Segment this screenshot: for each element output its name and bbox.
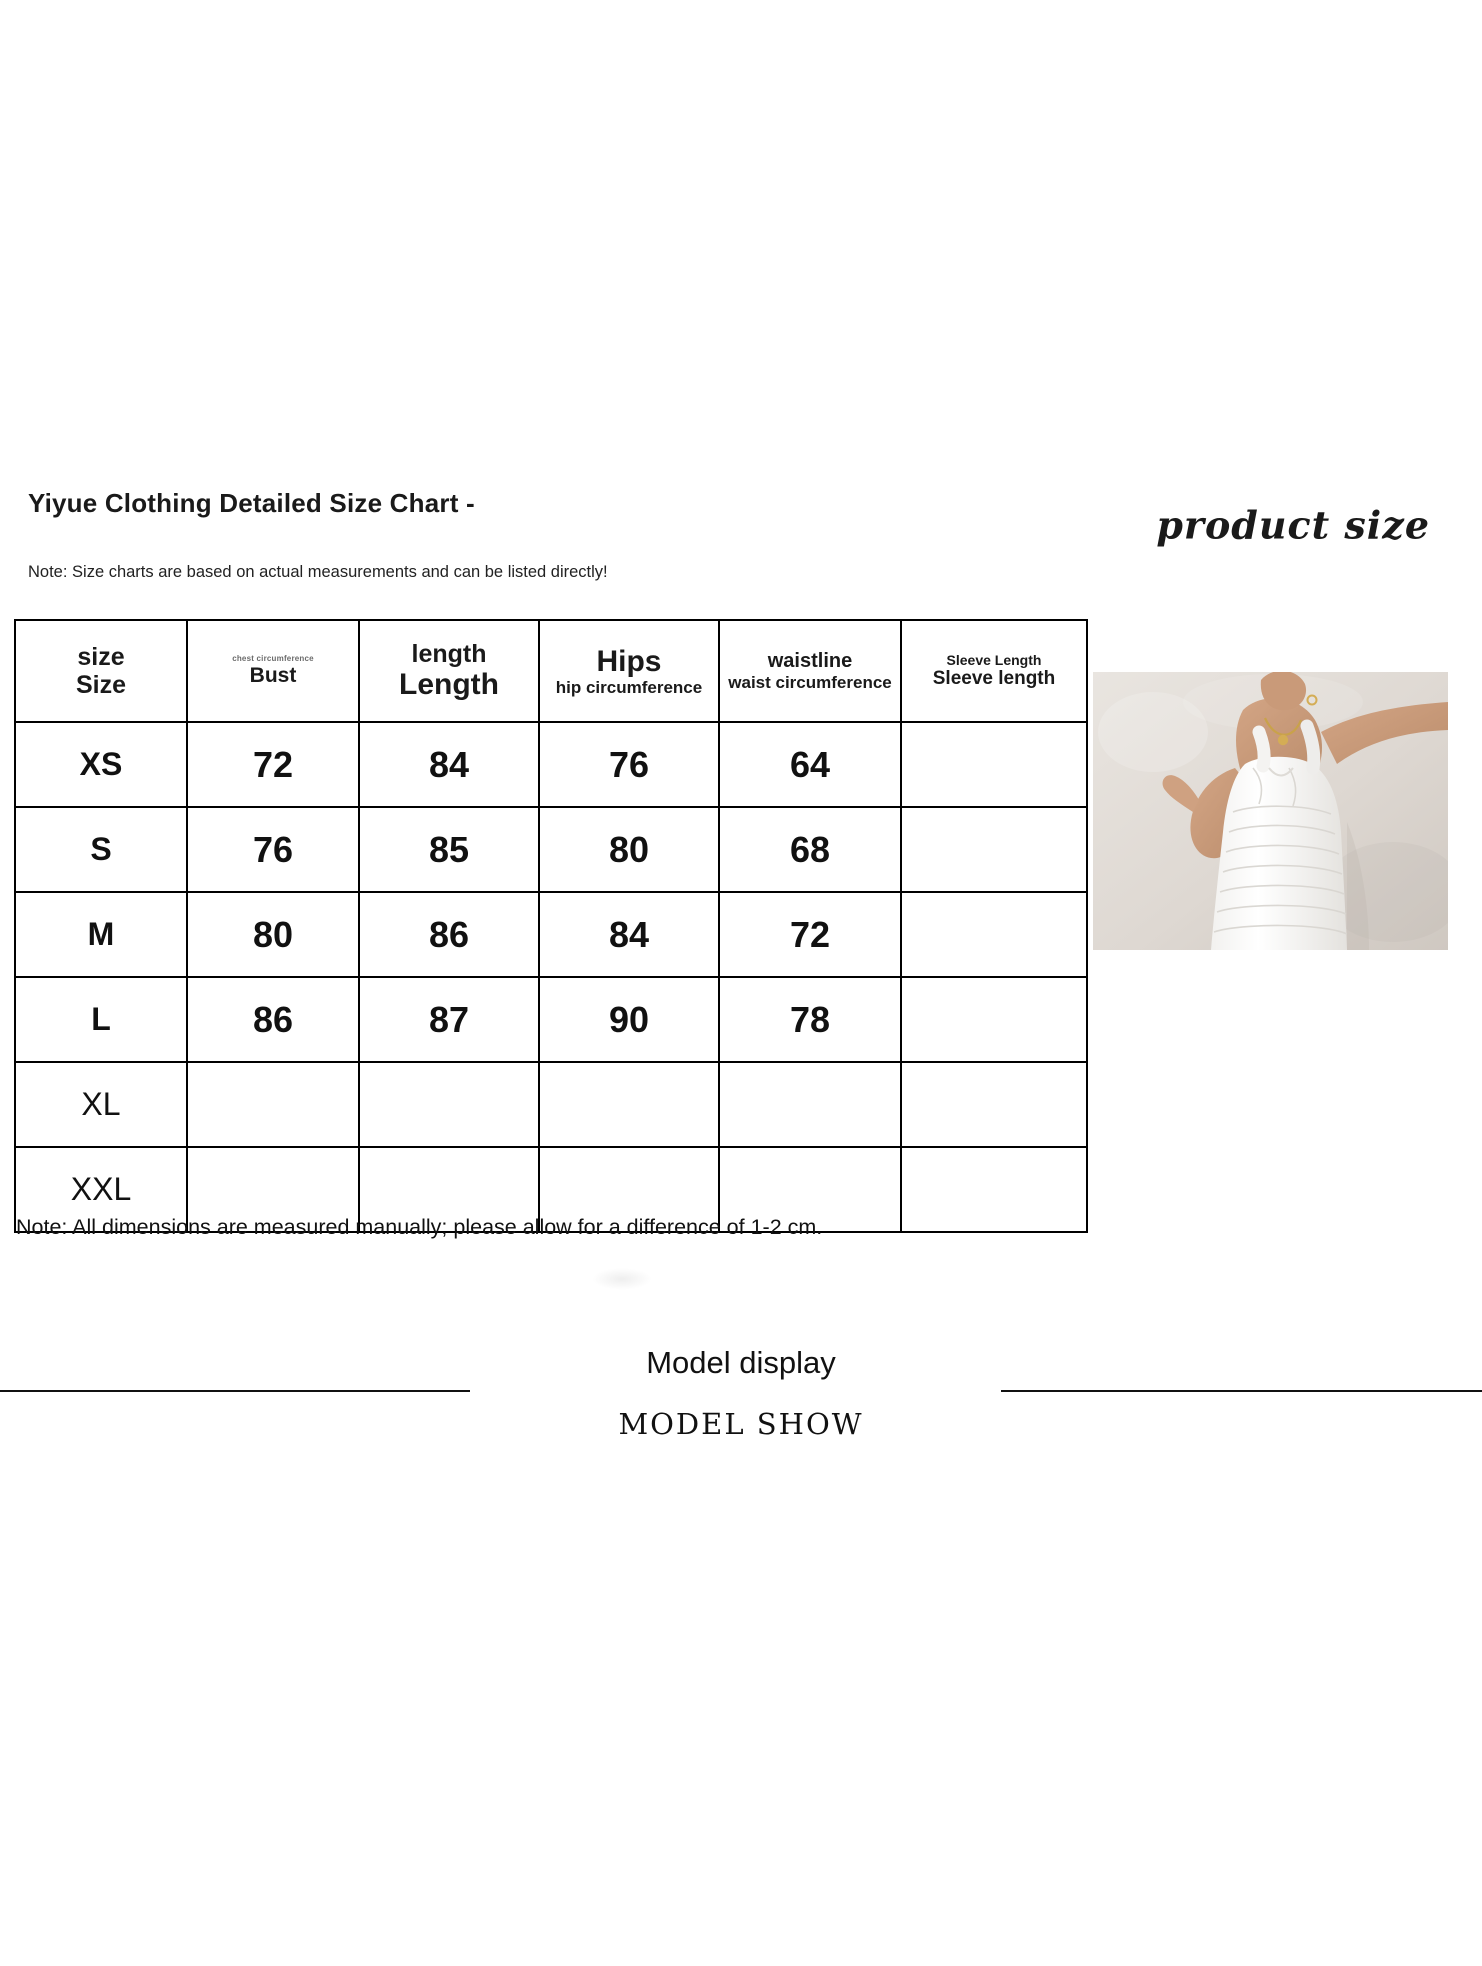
column-header-length-top: length bbox=[411, 640, 487, 669]
column-header-hips-top: Hips bbox=[596, 644, 662, 678]
cell-sleeve bbox=[901, 892, 1087, 977]
product-photo-illustration bbox=[1093, 672, 1448, 950]
waist-value: 78 bbox=[789, 998, 831, 1040]
length-value: 84 bbox=[428, 743, 470, 785]
column-header-hips bbox=[539, 620, 719, 722]
column-header-hips-bottom: hip circumference bbox=[555, 678, 703, 698]
divider-right bbox=[1001, 1390, 1482, 1392]
size-value: L bbox=[91, 1001, 111, 1037]
cell-sleeve bbox=[901, 1062, 1087, 1147]
size-table bbox=[14, 619, 1088, 1233]
hips-value: 80 bbox=[608, 828, 650, 870]
size-value: M bbox=[87, 916, 115, 952]
bust-value: 76 bbox=[252, 828, 294, 870]
cell-hips bbox=[539, 892, 719, 977]
column-header-waist-top: waistline bbox=[767, 650, 853, 673]
size-value: XS bbox=[79, 746, 123, 782]
model-show-subtitle: MODEL SHOW bbox=[618, 1407, 864, 1441]
column-header-bust bbox=[187, 620, 359, 722]
cell-waist bbox=[719, 977, 901, 1062]
product-photo bbox=[1093, 672, 1448, 950]
cell-bust bbox=[187, 1062, 359, 1147]
bust-value: 80 bbox=[252, 913, 294, 955]
cell-sleeve bbox=[901, 977, 1087, 1062]
size-value: S bbox=[90, 831, 112, 867]
cell-sleeve bbox=[901, 1147, 1087, 1232]
cell-sleeve bbox=[901, 807, 1087, 892]
cell-length bbox=[359, 722, 539, 807]
product-size-script-label: product size bbox=[1156, 502, 1430, 548]
hips-value: 76 bbox=[608, 743, 650, 785]
column-header-size bbox=[15, 620, 187, 722]
cell-bust bbox=[187, 722, 359, 807]
divider-left bbox=[0, 1390, 470, 1392]
cell-hips bbox=[539, 807, 719, 892]
waist-value: 68 bbox=[789, 828, 831, 870]
cell-size bbox=[15, 807, 187, 892]
cell-hips bbox=[539, 1062, 719, 1147]
column-header-size-top: size bbox=[77, 643, 125, 671]
bust-value: 86 bbox=[252, 998, 294, 1040]
cell-waist bbox=[719, 807, 901, 892]
cell-hips bbox=[539, 722, 719, 807]
column-header-waist bbox=[719, 620, 901, 722]
column-header-sleeve-bottom: Sleeve length bbox=[932, 668, 1056, 690]
cell-sleeve bbox=[901, 722, 1087, 807]
size-value: XXL bbox=[70, 1171, 132, 1207]
size-chart-note: Note: Size charts are based on actual measurements and can be listed directly! bbox=[28, 563, 608, 581]
cell-size bbox=[15, 892, 187, 977]
table-row bbox=[15, 722, 1087, 807]
cell-hips bbox=[539, 977, 719, 1062]
hips-value: 90 bbox=[608, 998, 650, 1040]
waist-value: 64 bbox=[789, 743, 831, 785]
bust-value: 72 bbox=[252, 743, 294, 785]
cell-waist bbox=[719, 722, 901, 807]
size-table-body bbox=[15, 722, 1087, 1232]
model-display-title: Model display bbox=[646, 1345, 836, 1380]
column-header-sleeve-top: Sleeve Length bbox=[946, 651, 1042, 668]
cell-size bbox=[15, 1062, 187, 1147]
column-header-length bbox=[359, 620, 539, 722]
cell-length bbox=[359, 807, 539, 892]
column-header-size-bottom: Size bbox=[75, 671, 127, 699]
cell-length bbox=[359, 892, 539, 977]
table-row bbox=[15, 892, 1087, 977]
hips-value: 84 bbox=[608, 913, 650, 955]
measurement-disclaimer: Note: All dimensions are measured manually; please allow for a difference of 1-2 cm. bbox=[16, 1215, 823, 1239]
size-table-head bbox=[15, 620, 1087, 722]
cell-size bbox=[15, 722, 187, 807]
scan-smudge bbox=[592, 1268, 652, 1290]
cell-bust bbox=[187, 892, 359, 977]
cell-length bbox=[359, 1062, 539, 1147]
column-header-sleeve bbox=[901, 620, 1087, 722]
table-header-row bbox=[15, 620, 1087, 722]
column-header-length-bottom: Length bbox=[399, 668, 499, 702]
table-row bbox=[15, 977, 1087, 1062]
table-row bbox=[15, 807, 1087, 892]
cell-waist bbox=[719, 892, 901, 977]
length-value: 87 bbox=[428, 998, 470, 1040]
column-header-bust-bottom: Bust bbox=[249, 663, 297, 687]
size-table-container bbox=[14, 619, 1086, 1233]
cell-bust bbox=[187, 977, 359, 1062]
cell-waist bbox=[719, 1062, 901, 1147]
column-header-bust-top: chest circumference bbox=[232, 653, 314, 663]
cell-bust bbox=[187, 807, 359, 892]
table-row bbox=[15, 1062, 1087, 1147]
size-value: XL bbox=[81, 1086, 121, 1122]
cell-length bbox=[359, 977, 539, 1062]
column-header-waist-bottom: waist circumference bbox=[728, 672, 892, 692]
page-title: Yiyue Clothing Detailed Size Chart - bbox=[28, 488, 475, 518]
length-value: 86 bbox=[428, 913, 470, 955]
length-value: 85 bbox=[428, 828, 470, 870]
waist-value: 72 bbox=[789, 913, 831, 955]
cell-size bbox=[15, 977, 187, 1062]
